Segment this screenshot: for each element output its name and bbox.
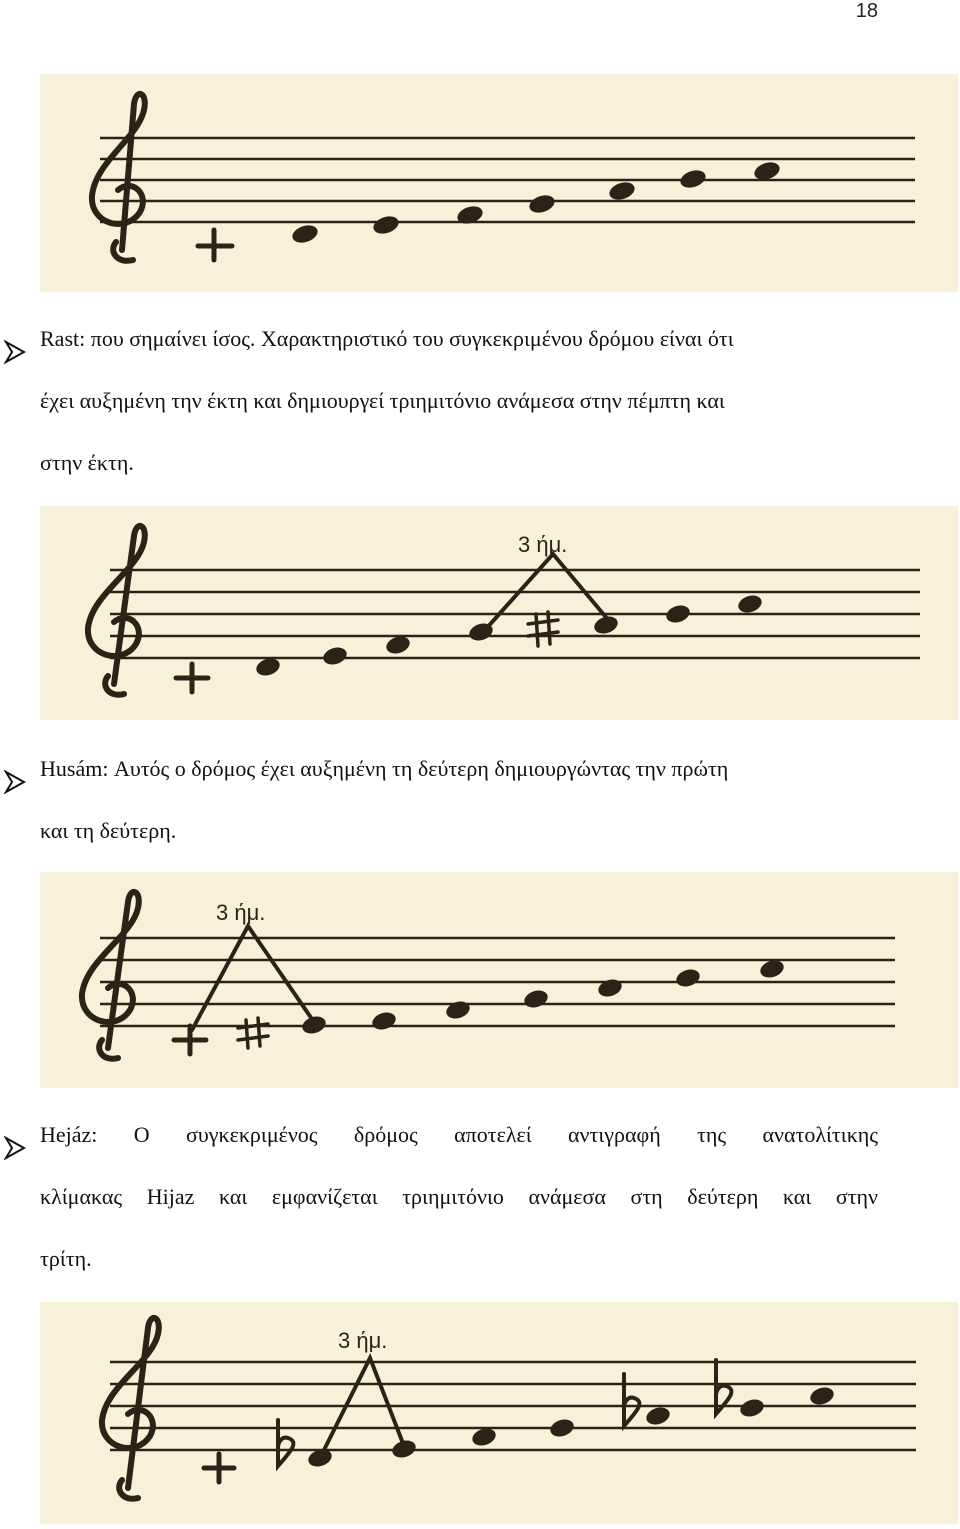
note [371, 213, 401, 236]
treble-clef-icon [102, 1318, 159, 1499]
sharp-icon [238, 1018, 268, 1048]
paragraph-husam [0, 738, 920, 862]
text-line: έχει αυξημένη την έκτη και δημιουργεί τριημιτόνιο ανάμεσα στην πέμπτη και [40, 388, 725, 413]
note [808, 1385, 836, 1408]
note-heads [300, 958, 786, 1037]
annotation-text: 3 ήμ. [338, 1328, 388, 1353]
paragraph-hejaz [0, 1104, 920, 1290]
flat-icon [624, 1374, 639, 1426]
note [390, 1438, 418, 1461]
annotation-text: 3 ήμ. [518, 532, 568, 557]
treble-clef-icon [92, 94, 145, 261]
staff-4-svg [40, 1302, 958, 1524]
arrow-bullet-icon [4, 1122, 26, 1146]
staff-lines [100, 138, 915, 222]
page-number: 18 [855, 0, 878, 22]
text-line: στην έκτη. [40, 450, 134, 475]
treble-clef-icon [88, 526, 145, 695]
note [596, 977, 624, 1000]
note [607, 179, 637, 202]
staff-3-svg [40, 872, 958, 1088]
note [300, 1014, 328, 1037]
plus-mark-icon [174, 1026, 206, 1054]
staff-image-3 [40, 872, 958, 1088]
plus-mark-icon [204, 1454, 234, 1482]
note-heads [290, 159, 782, 245]
note [664, 603, 692, 626]
note [321, 645, 349, 668]
text-line: και τη δεύτερη. [40, 818, 177, 843]
text-line: Rast: που σημαίνει ίσος. Χαρακτηριστικό του συγκεκριμένου δρόμου είναι ότι [40, 326, 734, 351]
note [678, 167, 708, 190]
note [370, 1010, 398, 1033]
note [290, 222, 320, 245]
note [644, 1405, 672, 1428]
text-line: κλίμακας Hijaz και εμφανίζεται τριημιτόνιο ανάμεσα στη δεύτερη και στην [40, 1184, 878, 1209]
note [736, 593, 764, 616]
annotation-text: 3 ήμ. [216, 900, 266, 925]
interval-bracket [192, 926, 314, 1030]
text-line: Husám: Αυτός ο δρόμος έχει αυξημένη τη δεύτερη δημιουργώντας την πρώτη [40, 756, 729, 781]
paragraph-rast [0, 308, 920, 494]
note [592, 614, 620, 637]
arrow-bullet-icon [4, 326, 26, 350]
plus-mark-icon [176, 664, 208, 692]
staff-lines [110, 570, 920, 658]
arrow-bullet-icon [4, 756, 26, 780]
staff-image-1 [40, 74, 958, 292]
note [522, 988, 550, 1011]
staff-image-2 [40, 506, 958, 720]
staff-2-svg [40, 506, 958, 720]
note [444, 999, 472, 1022]
sharp-icon [528, 612, 558, 646]
staff-lines [110, 1362, 916, 1450]
note [527, 192, 557, 215]
treble-clef-icon [82, 892, 139, 1059]
text-line: τρίτη. [40, 1246, 92, 1271]
note [548, 1417, 576, 1440]
text-line: Hejáz: Ο συγκεκριμένος δρόμος αποτελεί αντιγραφή της ανατολίτικης [40, 1122, 878, 1147]
staff-1-svg [40, 74, 958, 292]
note [674, 967, 702, 990]
note [738, 1397, 766, 1420]
plus-mark-icon [198, 230, 232, 260]
staff-image-4 [40, 1302, 958, 1524]
